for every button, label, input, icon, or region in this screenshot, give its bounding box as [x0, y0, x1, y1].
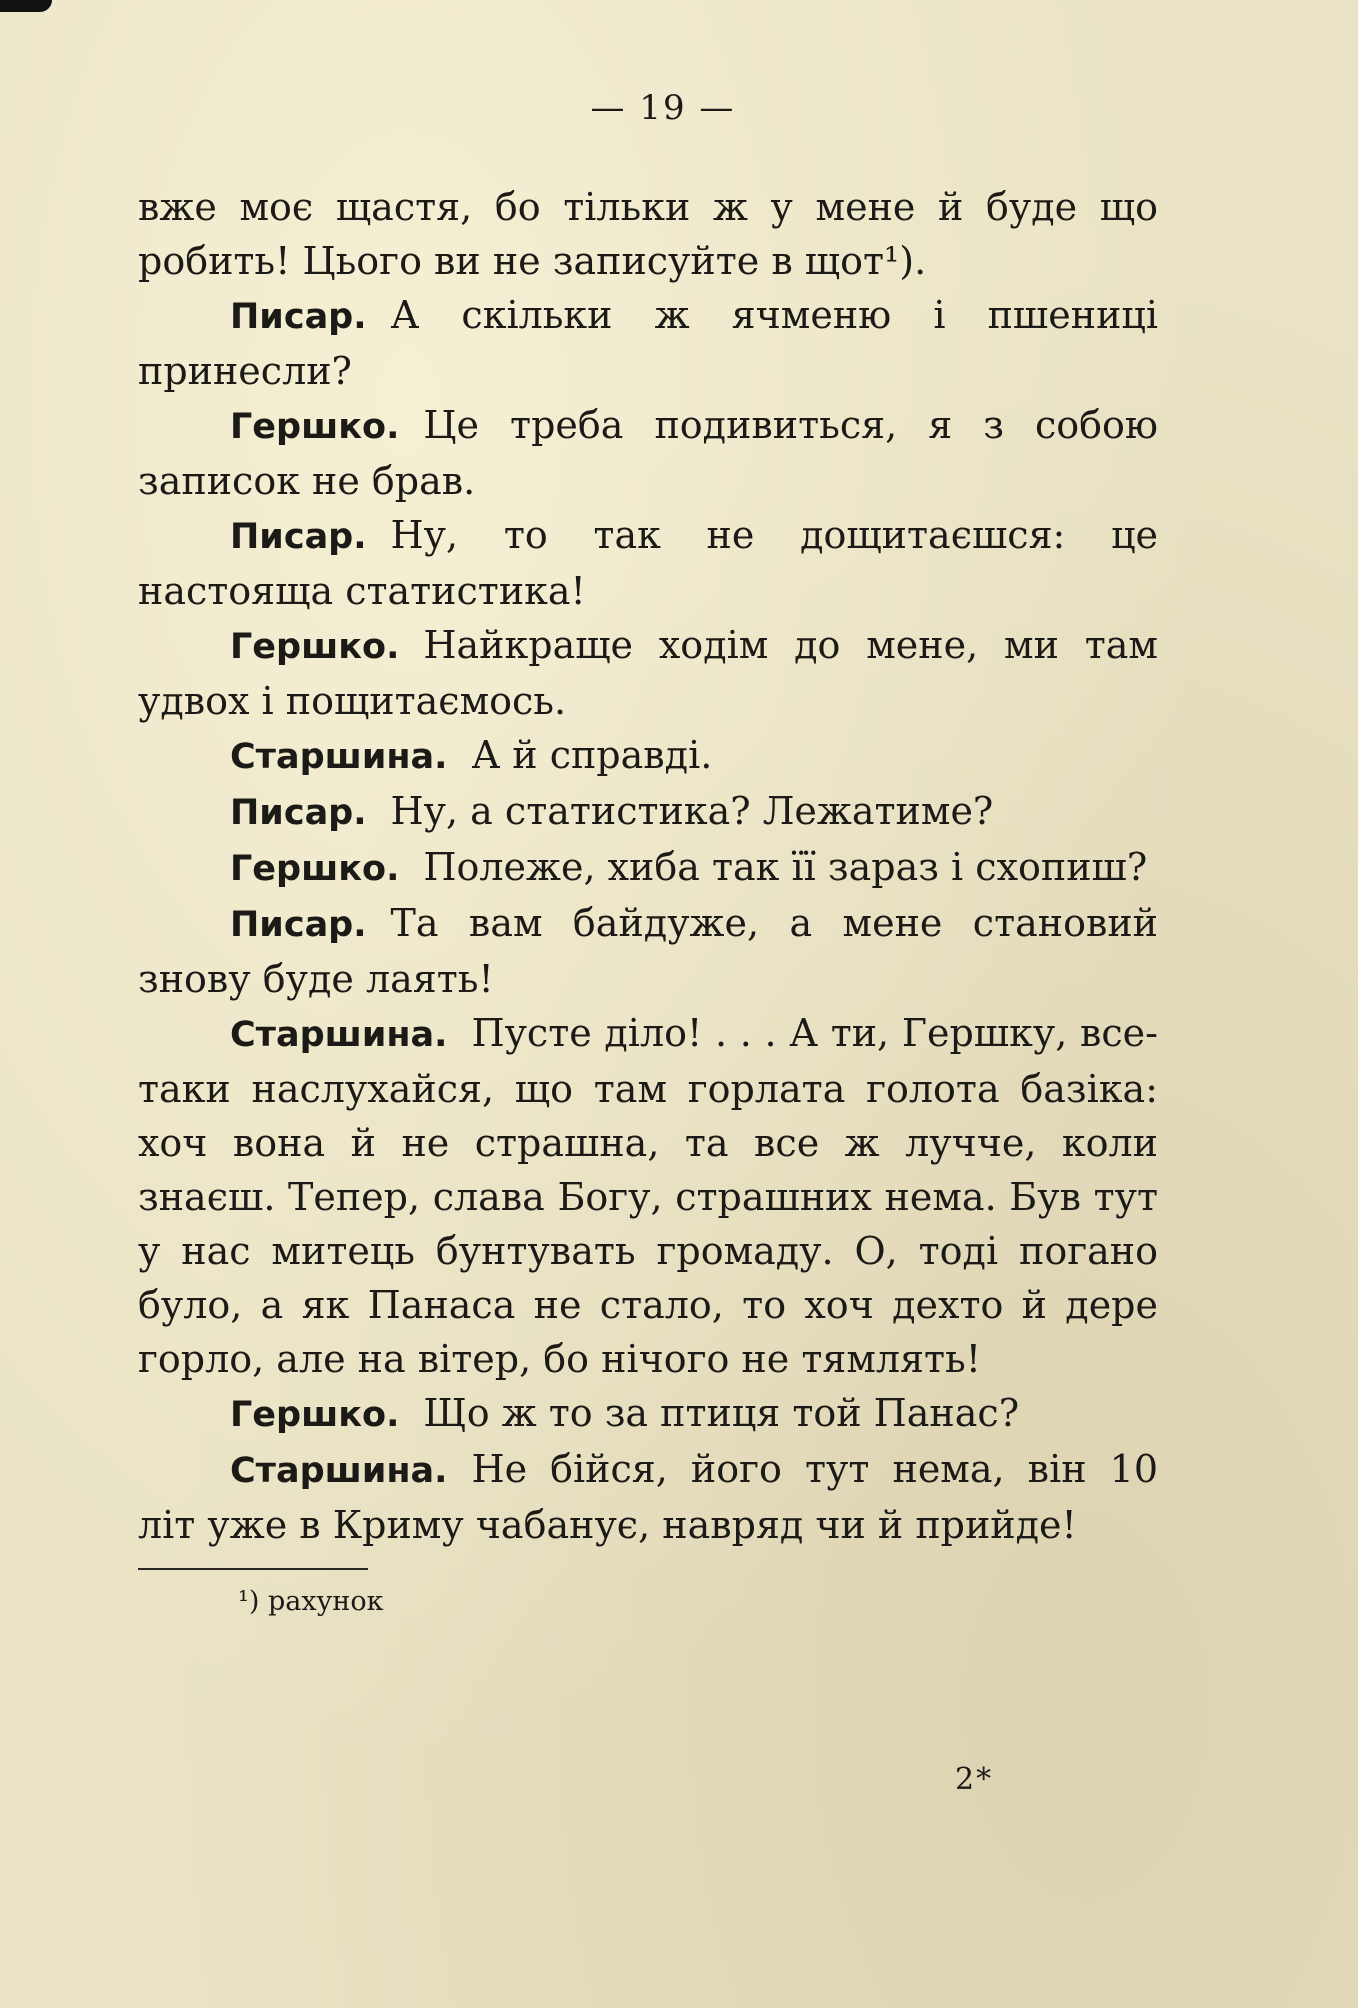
speaker-name: Писар.: [230, 905, 367, 945]
speaker-name: Писар.: [230, 793, 367, 833]
play-text: [138, 180, 1158, 1552]
signature-mark: 2*: [955, 1762, 994, 1797]
paragraph-text: Не бійся, його тут нема, він 10 літ уже в Криму чабанує, навряд чи й прийде!: [138, 1447, 1158, 1547]
speaker-name: Старшина.: [230, 737, 448, 777]
paragraph-1: [138, 288, 1158, 398]
paragraph-text: Ну, а статистика? Лежатиме?: [390, 789, 994, 833]
paragraph-text: Та вам байдуже, а мене становий знову буде лаять!: [138, 901, 1158, 1001]
speaker-name: Гершко.: [230, 627, 400, 667]
paragraph-text: А й справді.: [471, 733, 713, 777]
paragraph-10: [138, 1386, 1158, 1442]
paragraph-text: Що ж то за птиця той Панас?: [423, 1391, 1020, 1435]
footnote: ¹) рахунок: [238, 1586, 384, 1617]
paragraph-4: [138, 618, 1158, 728]
paragraph-11: [138, 1442, 1158, 1552]
paragraph-0: [138, 180, 1158, 288]
paragraph-text: Це треба подивиться, я з собою записок не брав.: [138, 403, 1158, 503]
paragraph-text: вже моє щастя, бо тільки ж у мене й буде що робить! Цього ви не записуйте в щот¹).: [138, 185, 1158, 283]
paragraph-text: Полеже, хиба так її зараз і схопиш?: [423, 845, 1148, 889]
paragraph-text: Ну, то так не дощитаєшся: це настояща статистика!: [138, 513, 1158, 613]
paragraph-9: [138, 1006, 1158, 1386]
paragraph-text: А скільки ж ячменю і пшениці принесли?: [138, 293, 1158, 393]
paragraph-2: [138, 398, 1158, 508]
paragraph-5: [138, 728, 1158, 784]
book-page: [138, 80, 1158, 1622]
corner-ink-mark: [0, 0, 52, 12]
paragraph-6: [138, 784, 1158, 840]
paragraph-text: Найкраще ходім до мене, ми там удвох і пощитаємось.: [138, 623, 1158, 723]
speaker-name: Писар.: [230, 297, 367, 337]
paragraph-7: [138, 840, 1158, 896]
paragraph-8: [138, 896, 1158, 1006]
footnote-divider: [138, 1568, 368, 1570]
paragraph-text: Пусте діло! . . . А ти, Гершку, все-таки наслухайся, що там горлата голота базіка: хоч вона й не страшна, та все ж лучче, коли знаєш. Тепер, слава Богу, страшних нема. Був тут у нас митець бунтувать громаду. О, тоді погано було, а як Панаса не стало, то хоч дехто й дере горло, але на вітер, бо нічого не тямлять!: [138, 1011, 1158, 1381]
speaker-name: Старшина.: [230, 1015, 448, 1055]
speaker-name: Гершко.: [230, 1395, 400, 1435]
speaker-name: Гершко.: [230, 407, 400, 447]
speaker-name: Гершко.: [230, 849, 400, 889]
page-number: — 19 —: [590, 88, 736, 128]
paragraph-3: [138, 508, 1158, 618]
speaker-name: Старшина.: [230, 1451, 448, 1491]
speaker-name: Писар.: [230, 517, 367, 557]
